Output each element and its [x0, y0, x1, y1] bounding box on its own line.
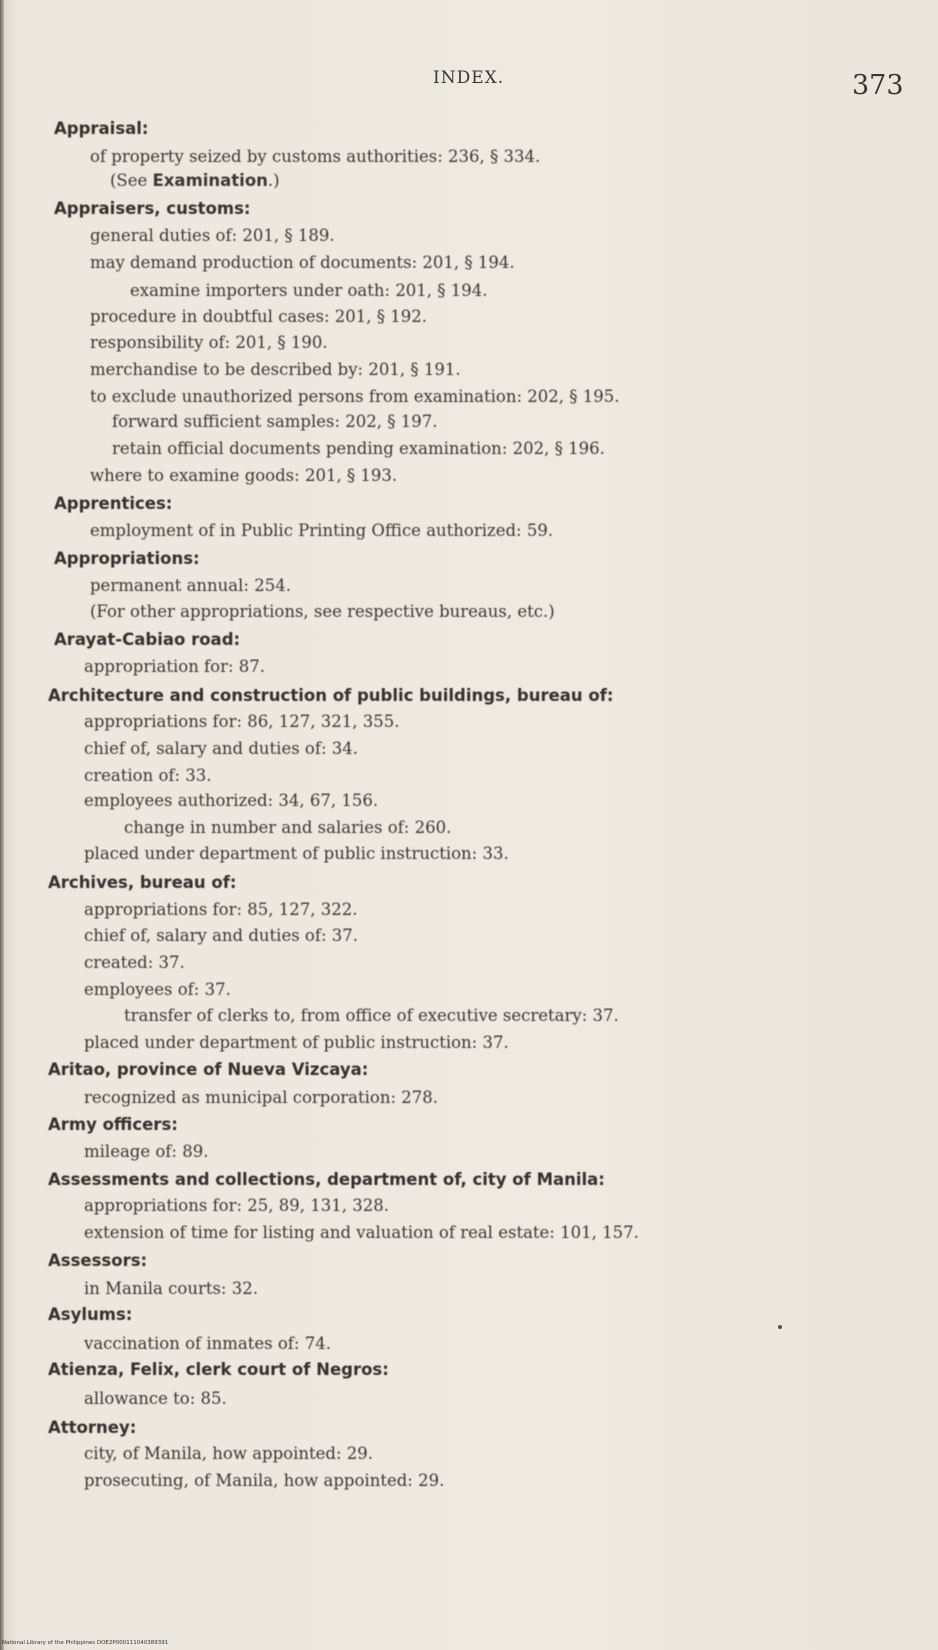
index-heading: Atienza, Felix, clerk court of Negros:	[48, 1360, 389, 1379]
index-heading: Apprentices:	[54, 494, 173, 513]
index-subentry: to exclude unauthorized persons from examination: 202, § 195.	[90, 387, 620, 406]
index-heading: Attorney:	[48, 1418, 137, 1437]
book-spine-shadow	[0, 0, 4, 1650]
index-subentry: mileage of: 89.	[84, 1142, 209, 1161]
index-subentry: vaccination of inmates of: 74.	[84, 1334, 331, 1353]
index-heading: Arayat-Cabiao road:	[54, 630, 241, 649]
index-heading: Architecture and construction of public buildings, bureau of:	[48, 686, 614, 705]
index-subentry: prosecuting, of Manila, how appointed: 29.	[84, 1471, 445, 1490]
index-heading: Asylums:	[48, 1305, 133, 1324]
index-subentry: employment of in Public Printing Office authorized: 59.	[90, 521, 554, 540]
cross-ref-term: Examination	[152, 171, 268, 190]
index-subentry: employees authorized: 34, 67, 156.	[84, 791, 379, 810]
index-subentry: appropriations for: 85, 127, 322.	[84, 900, 358, 919]
index-heading: Assessors:	[48, 1251, 148, 1270]
index-subentry: general duties of: 201, § 189.	[90, 226, 335, 245]
index-subentry: forward sufficient samples: 202, § 197.	[112, 412, 438, 431]
index-heading: Appraisal:	[54, 119, 149, 138]
page-number: 373	[852, 70, 904, 101]
scan-footer: National Library of the Philippines DOE2P000111040389391	[2, 1640, 169, 1646]
index-subentry: placed under department of public instruction: 33.	[84, 844, 509, 863]
index-subentry: transfer of clerks to, from office of executive secretary: 37.	[124, 1006, 619, 1025]
cross-ref-suffix: .)	[267, 171, 280, 190]
index-subentry: may demand production of documents: 201, § 194.	[90, 253, 515, 272]
index-subentry: retain official documents pending examination: 202, § 196.	[112, 439, 605, 458]
index-subentry: permanent annual: 254.	[90, 576, 291, 595]
index-subentry: employees of: 37.	[84, 980, 231, 999]
index-subentry: creation of: 33.	[84, 766, 212, 785]
index-subentry: responsibility of: 201, § 190.	[90, 333, 328, 352]
index-subentry: placed under department of public instruction: 37.	[84, 1033, 509, 1052]
index-subentry: examine importers under oath: 201, § 194.	[130, 281, 488, 300]
index-subentry: change in number and salaries of: 260.	[124, 818, 452, 837]
index-heading: Appraisers, customs:	[54, 199, 251, 218]
running-head: INDEX.	[433, 68, 505, 88]
index-heading: Army officers:	[48, 1115, 178, 1134]
index-heading: Assessments and collections, department of, city of Manila:	[48, 1170, 605, 1189]
index-subentry: recognized as municipal corporation: 278.	[84, 1088, 439, 1107]
index-subentry: appropriations for: 25, 89, 131, 328.	[84, 1196, 389, 1215]
index-subentry	[110, 173, 280, 190]
index-subentry: chief of, salary and duties of: 37.	[84, 926, 359, 945]
index-subentry: extension of time for listing and valuation of real estate: 101, 157.	[84, 1223, 639, 1242]
index-heading: Aritao, province of Nueva Vizcaya:	[48, 1060, 369, 1079]
cross-ref-prefix: (See	[110, 171, 153, 190]
index-subentry: allowance to: 85.	[84, 1389, 227, 1408]
index-subentry: merchandise to be described by: 201, § 191.	[90, 360, 461, 379]
index-subentry: chief of, salary and duties of: 34.	[84, 739, 359, 758]
index-heading: Appropriations:	[54, 549, 200, 568]
index-subentry: where to examine goods: 201, § 193.	[90, 466, 398, 485]
index-subentry: in Manila courts: 32.	[84, 1279, 258, 1298]
index-subentry: procedure in doubtful cases: 201, § 192.	[90, 307, 427, 326]
index-subentry: created: 37.	[84, 953, 185, 972]
ink-speck	[778, 1325, 782, 1329]
index-subentry: of property seized by customs authorities: 236, § 334.	[90, 147, 541, 166]
index-subentry: appropriations for: 86, 127, 321, 355.	[84, 712, 400, 731]
index-subentry: appropriation for: 87.	[84, 657, 266, 676]
index-heading: Archives, bureau of:	[48, 873, 237, 892]
index-subentry: city, of Manila, how appointed: 29.	[84, 1444, 374, 1463]
index-subentry: (For other appropriations, see respective bureaus, etc.)	[90, 602, 555, 621]
